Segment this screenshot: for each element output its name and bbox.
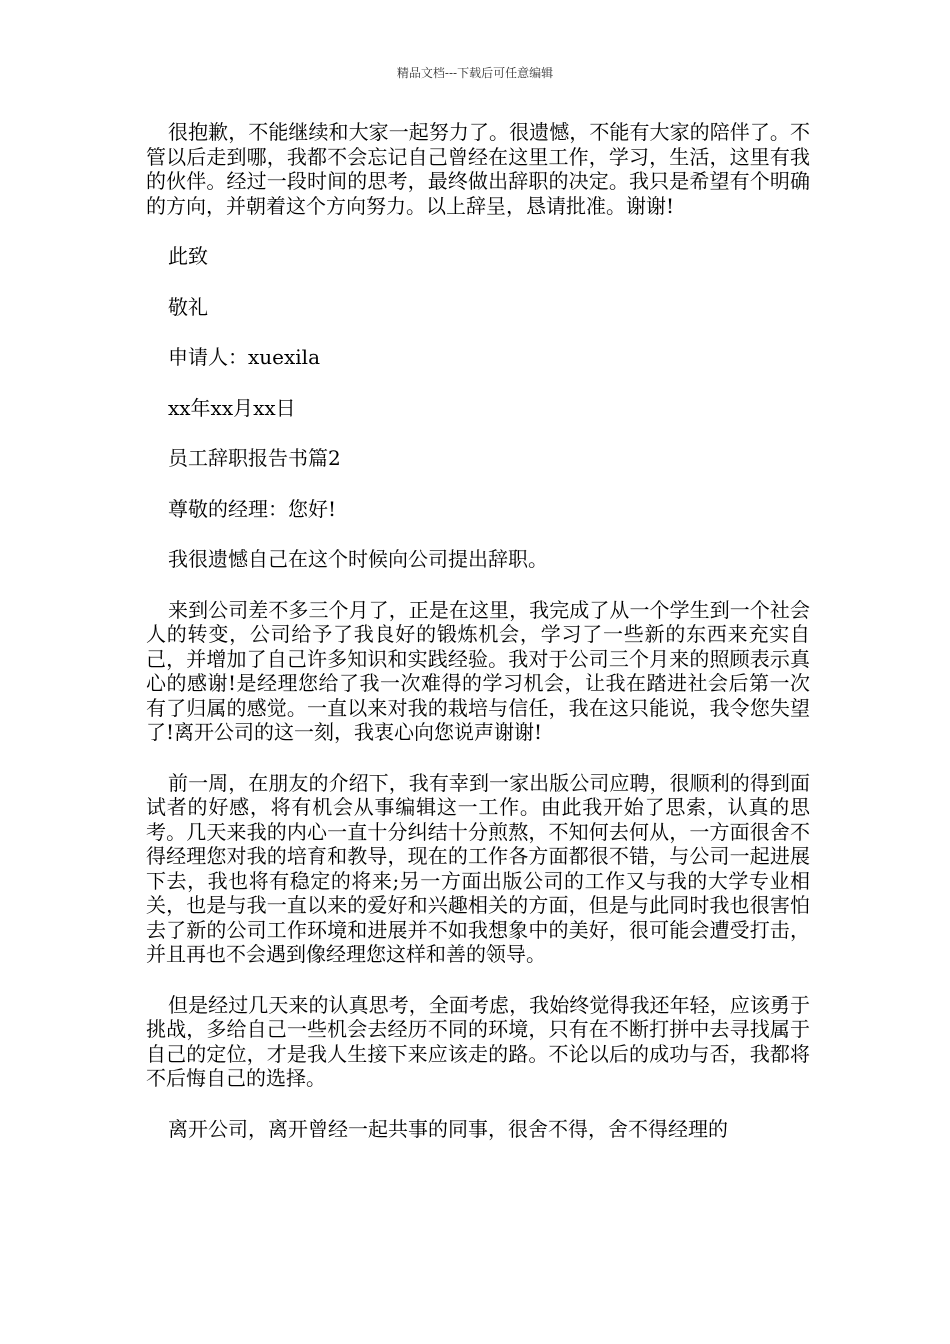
- paragraph-decision: 但是经过几天来的认真思考，全面考虑，我始终觉得我还年轻，应该勇于挑战，多给自己一些机会去经历不同的环境，只有在不断打拼中去寻找属于自己的定位，才是我人生接下来应该走的路。不论以后的成功与否，我都将不后悔自己的选择。: [146, 992, 810, 1090]
- paragraph-intro: 我很遗憾自己在这个时候向公司提出辞职。: [168, 547, 548, 571]
- closing-regards: 敬礼: [168, 294, 208, 319]
- applicant-line: 申请人：xuexila: [168, 345, 320, 369]
- section-title: 员工辞职报告书篇2: [168, 446, 341, 470]
- paragraph-leaving: 离开公司，离开曾经一起共事的同事，很舍不得，舍不得经理的: [168, 1116, 728, 1141]
- document-body: [146, 120, 810, 1167]
- paragraph-reason: 前一周，在朋友的介绍下，我有幸到一家出版公司应聘，很顺利的得到面试者的好感，将有机会从事编辑这一工作。由此我开始了思索，认真的思考。几天来我的内心一直十分纠结十分煎熬，不知何去何从，一方面很舍不得经理您对我的培育和教导，现在的工作各方面都很不错，与公司一起进展下去，我也将有稳定的将来;另一方面出版公司的工作又与我的大学专业相关，也是与我一直以来的爱好和兴趣相关的方面，但是与此同时我也很害怕去了新的公司工作环境和进展并不如我想象中的美好，很可能会遭受打击，并且再也不会遇到像经理您这样和善的领导。: [146, 770, 810, 966]
- greeting-line: 尊敬的经理：您好!: [168, 496, 337, 521]
- page-header: 精品文档---下载后可任意编辑: [396, 66, 554, 80]
- date-line: xx年xx月xx日: [168, 395, 296, 420]
- paragraph-farewell: 很抱歉，不能继续和大家一起努力了。很遗憾，不能有大家的陪伴了。不管以后走到哪，我都不会忘记自己曾经在这里工作，学习，生活，这里有我的伙伴。经过一段时间的思考，最终做出辞职的决定。我只是希望有个明确的方向，并朝着这个方向努力。以上辞呈，恳请批准。谢谢!: [146, 120, 810, 218]
- closing-salutation: 此致: [168, 244, 208, 268]
- paragraph-gratitude: 来到公司差不多三个月了，正是在这里，我完成了从一个学生到一个社会人的转变，公司给予了我良好的锻炼机会，学习了一些新的东西来充实自己，并增加了自己许多知识和实践经验。我对于公司三个月来的照顾表示真心的感谢!是经理您给了我一次难得的学习机会，让我在踏进社会后第一次有了归属的感觉。一直以来对我的栽培与信任，我在这只能说，我令您失望了!离开公司的这一刻，我衷心向您说声谢谢!: [146, 597, 810, 744]
